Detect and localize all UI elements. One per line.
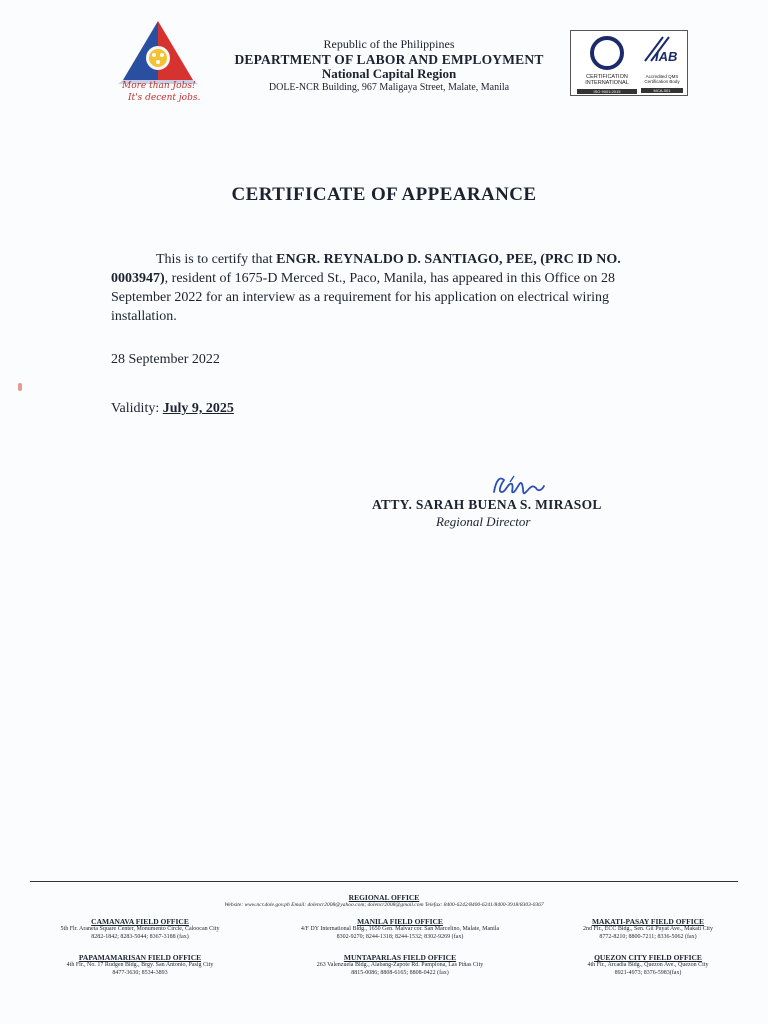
- field-office-papamamarisan: [20, 953, 260, 978]
- field-office-address: 4/F DY International Bldg., 1650 Gen. Malvar cor. San Marcelino, Malate, Manila: [300, 926, 500, 932]
- certified-person: ENGR. REYNALDO D. SANTIAGO, PEE, (PRC ID NO. 0003947): [111, 252, 621, 286]
- signatory-title: Regional Director: [436, 514, 531, 529]
- field-office-phone: 8815-0086; 8808-6165; 8808-0422 (fax): [351, 969, 449, 976]
- field-office-name: CAMANAVA FIELD OFFICE: [91, 917, 189, 926]
- cert-intl-label: CERTIFICATION INTERNATIONAL: [585, 74, 629, 86]
- field-office-name: MAKATI-PASAY FIELD OFFICE: [591, 917, 705, 926]
- signature-icon: [480, 470, 560, 500]
- logo-slogan-1: More than Jobs!: [122, 81, 196, 91]
- field-office-phone: 8921-4973; 8376-5983(fax): [614, 969, 682, 976]
- document-title: CERTIFICATE OF APPEARANCE: [231, 184, 537, 205]
- field-office-phone: 8772-8210; 8800-7211; 8336-5062 (fax): [599, 933, 697, 940]
- field-office-phone: 8477-3630; 8534-3893: [112, 969, 168, 976]
- field-office-name: QUEZON CITY FIELD OFFICE: [594, 953, 702, 962]
- certificate-body: [111, 250, 663, 326]
- validity-line: [111, 401, 234, 417]
- department-name: DEPARTMENT OF LABOR AND EMPLOYMENT: [234, 51, 544, 67]
- regional-office-heading: REGIONAL OFFICE: [348, 893, 420, 902]
- accreditation-code: MCA-001: [641, 88, 683, 93]
- iso-label: ISO 9001:2015: [577, 89, 637, 94]
- field-office-name: MANILA FIELD OFFICE: [357, 917, 443, 926]
- field-office-address: 4th Flr., No. 17 Rudgen Bldg., Brgy. San Antonio, Pasig City: [66, 962, 214, 968]
- logo-slogan-2: It's decent jobs.: [128, 93, 201, 103]
- certification-badge: [570, 30, 688, 96]
- field-office-phone: 8302-9270; 8244-1318; 8244-1532; 8302-9269 (fax): [336, 933, 464, 940]
- validity-date: July 9, 2025: [162, 401, 234, 416]
- field-office-address: 2nd Flr., ECC Bldg., Sen. Gil Puyat Ave., Makati City: [583, 926, 713, 932]
- field-office-address: 4th Flr., Arcadia Bldg., Quezon Ave., Quezon City: [587, 962, 709, 968]
- iab-label: IAB: [655, 49, 678, 64]
- validity-label: Validity:: [111, 401, 163, 416]
- issue-date: 28 September 2022: [111, 352, 220, 367]
- field-office-makati-pasay: [548, 917, 748, 942]
- accreditation-label: Accredited QMS Certification Body: [644, 74, 680, 84]
- office-address: DOLE-NCR Building, 967 Maligaya Street, Malate, Manila: [268, 82, 510, 94]
- field-office-name: PAPAMAMARISAN FIELD OFFICE: [78, 953, 202, 962]
- field-office-phone: 8282-1842; 8283-5044; 8367-3188 (fax): [91, 933, 189, 940]
- field-office-muntaparlas: [262, 953, 538, 978]
- letterhead: [200, 38, 578, 94]
- body-rest: , resident of 1675-D Merced St., Paco, Manila, has appeared in this Office on 28 September 2022 for an interview as a requirement for his application on electrical wiring installation.: [111, 271, 616, 324]
- field-office-quezon-city: [548, 953, 748, 978]
- field-office-name: MUNTAPARLAS FIELD OFFICE: [343, 953, 457, 962]
- field-office-manila: [262, 917, 538, 942]
- region-name: National Capital Region: [321, 66, 457, 82]
- field-office-address: 263 Valenzuela Bldg., Alabang-Zapote Rd. Pamplona, Las Piñas City: [316, 962, 484, 968]
- field-office-address: 5th Flr. Araneta Square Center, Monumento Circle, Caloocan City: [60, 926, 220, 932]
- republic-line: Republic of the Philippines: [323, 37, 455, 51]
- field-office-camanava: [20, 917, 260, 942]
- footer-divider: [30, 881, 738, 882]
- regional-office-contacts: Website: www.ncr.dole.gov.ph Email: dolencr2008@yahoo.com; dolencr2008@gmail.com Telefax: 8400-6242/8400-6241/8400-3918/8303-0367: [224, 902, 544, 908]
- body-intro: This is to certify that: [156, 252, 277, 267]
- stray-mark: [18, 383, 22, 391]
- signatory-name: ATTY. SARAH BUENA S. MIRASOL: [372, 497, 602, 512]
